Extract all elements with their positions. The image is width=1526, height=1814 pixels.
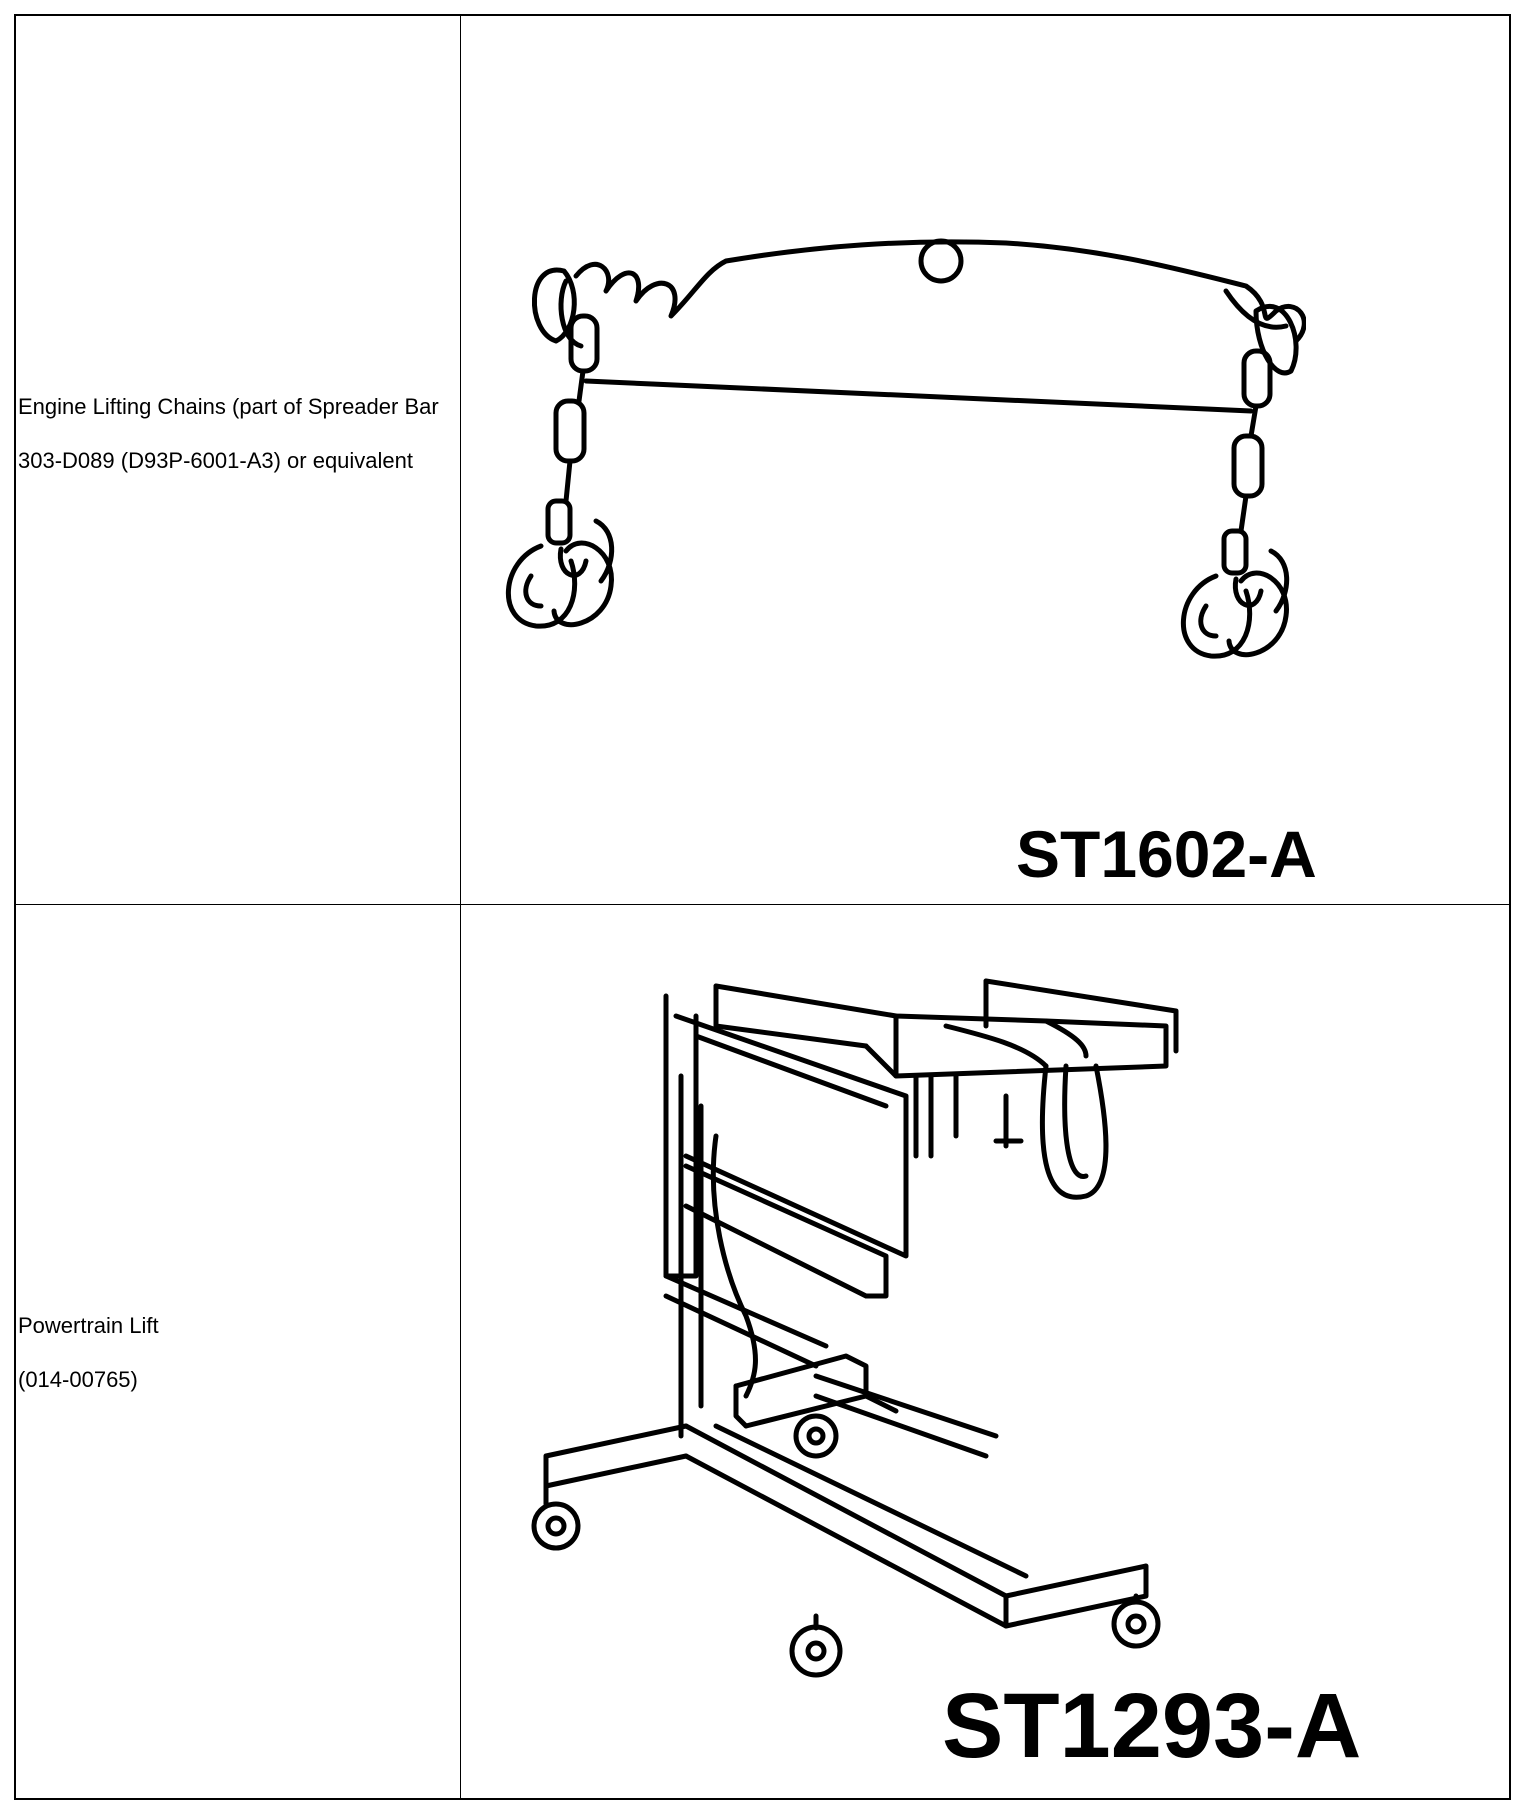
spreader-bar-chains-illustration-icon: [486, 231, 1306, 681]
tool-description-1: [18, 392, 458, 500]
tool-description-2: [18, 1311, 458, 1419]
figure-code: ST1293-A: [942, 1675, 1362, 1777]
column-divider: [460, 16, 461, 1798]
powertrain-lift-illustration-icon: [486, 956, 1306, 1696]
tool-name: Engine Lifting Chains (part of Spreader Bar: [18, 394, 439, 419]
tool-number: (014-00765): [18, 1367, 138, 1392]
row-divider: [16, 904, 1509, 905]
figure-code: ST1602-A: [1016, 817, 1317, 891]
tool-number: 303-D089 (D93P-6001-A3) or equivalent: [18, 448, 414, 473]
special-tools-table: [14, 14, 1511, 1800]
tool-name: Powertrain Lift: [18, 1313, 159, 1338]
